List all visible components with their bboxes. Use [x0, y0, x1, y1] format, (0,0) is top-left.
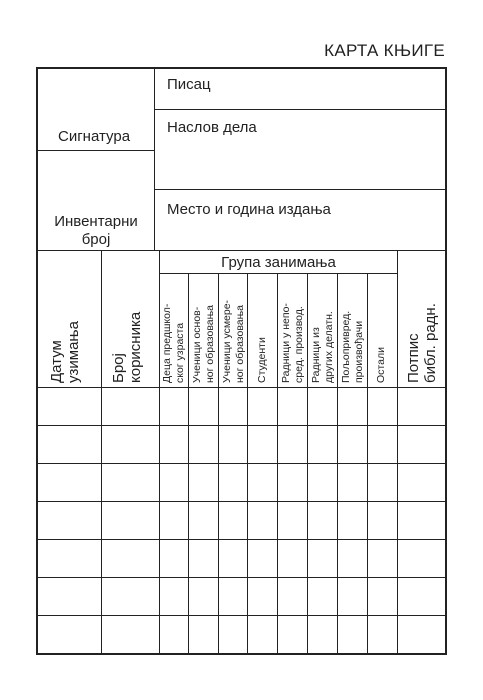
- group-col-others-line1: Остали: [375, 347, 387, 383]
- author-label: Писац: [167, 76, 211, 93]
- group-col-vocational-line2: ног образовања: [234, 304, 246, 383]
- place-year-label: Место и година издања: [167, 201, 331, 218]
- col-divider-date: [101, 251, 102, 653]
- group-col-primary-line2: ног образовања: [204, 304, 216, 383]
- group-col-other-workers-line2: других делатн.: [323, 311, 335, 383]
- group-col-preschool-line2: ског узраста: [174, 322, 186, 383]
- user-number-header-line1: Број: [110, 353, 127, 383]
- group-col-others: [375, 347, 388, 383]
- group-col-production-workers-line2: сред. производ.: [293, 306, 305, 383]
- author-divider: [155, 109, 446, 110]
- signature-label: Сигнатура: [58, 128, 131, 145]
- outer-border-top: [36, 67, 447, 69]
- group-col-other-workers-line1: Радници из: [310, 327, 322, 383]
- group-col-vocational: [221, 300, 247, 383]
- group-header-label: Група занимања: [221, 254, 336, 271]
- user-number-header-line2: корисника: [127, 311, 144, 383]
- group-col-students-line1: Студенти: [256, 337, 268, 383]
- group-col-production-workers-line1: Радници у непо-: [280, 303, 292, 383]
- group-col-vocational-line1: Ученици усмере-: [221, 299, 233, 383]
- table-row-divider: [37, 425, 446, 426]
- col-divider-signature: [397, 251, 398, 653]
- group-col-primary-line1: Ученици основ-: [191, 306, 203, 383]
- group-col-preschool: [161, 304, 187, 383]
- group-col-other-workers: [310, 311, 336, 383]
- table-row-divider: [37, 501, 446, 502]
- date-header-line2: узимања: [65, 321, 82, 383]
- group-col-preschool-line1: Деца предшкол-: [161, 303, 173, 383]
- table-row-divider: [37, 539, 446, 540]
- table-row-divider: [37, 577, 446, 578]
- card-title: КАРТА КЊИГЕ: [324, 41, 445, 60]
- group-col-farmers: [340, 311, 366, 383]
- librarian-signature-header: [405, 303, 439, 383]
- signature-divider: [37, 150, 155, 151]
- librarian-signature-line2: библ. радн.: [422, 303, 439, 383]
- group-col-farmers-line2: произвођачи: [353, 320, 365, 383]
- title-divider: [155, 189, 446, 190]
- inventory-label-line2: број: [81, 231, 111, 248]
- top-divider-vertical: [154, 68, 155, 251]
- inventory-label-line1: Инвентарни: [54, 213, 138, 230]
- book-title-label: Наслов дела: [167, 119, 257, 136]
- table-row-divider: [37, 615, 446, 616]
- table-row-divider: [37, 463, 446, 464]
- header-section-divider: [37, 250, 446, 251]
- outer-border-bottom: [36, 653, 447, 655]
- date-header: [48, 321, 82, 383]
- group-col-students: [256, 337, 269, 383]
- outer-border-left: [36, 67, 38, 655]
- user-number-header: [110, 312, 144, 383]
- librarian-signature-line1: Потпис: [405, 333, 422, 383]
- group-col-production-workers: [280, 303, 306, 383]
- group-col-primary: [191, 305, 217, 383]
- table-header-bottom: [37, 387, 446, 388]
- group-header-bottom: [160, 273, 398, 274]
- group-col-farmers-line1: Пољопривред.: [340, 310, 352, 383]
- inventory-label: [40, 213, 152, 249]
- date-header-line1: Датум: [48, 340, 65, 383]
- col-divider-user: [159, 251, 160, 653]
- outer-border-right: [445, 67, 447, 655]
